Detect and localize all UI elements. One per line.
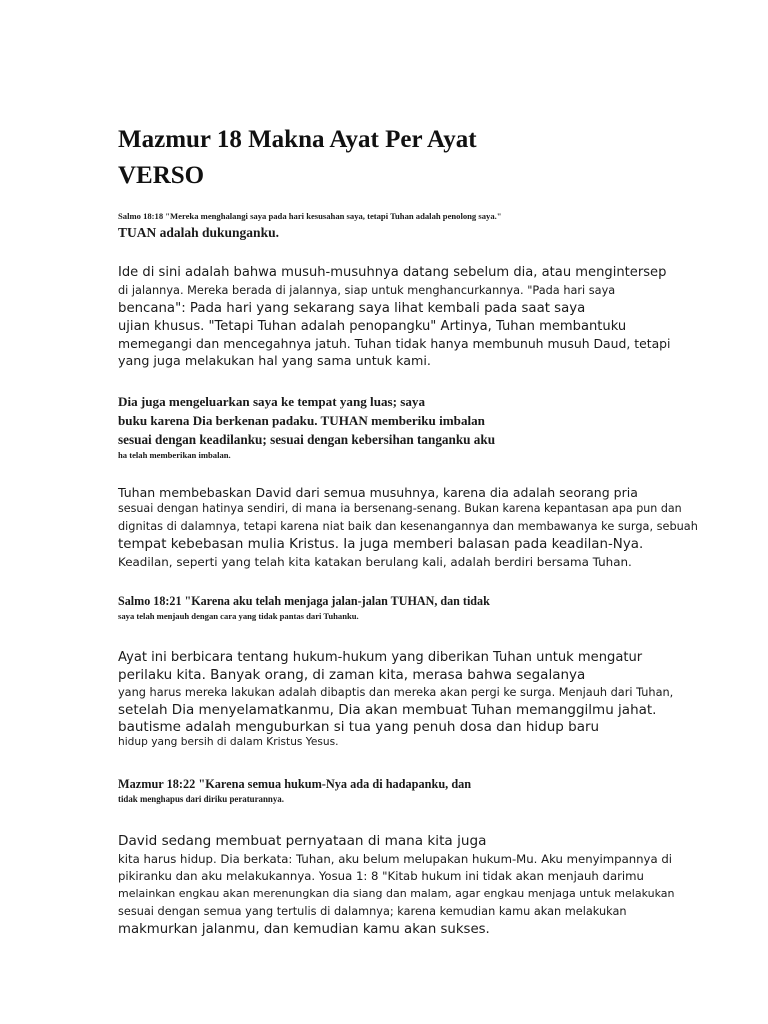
heading-line: Salmo 18:18 "Mereka menghalangi saya pada hari kesusahan saya, tetapi Tuhan adalah penolong saya." <box>118 211 502 221</box>
body-line: kita harus hidup. Dia berkata: Tuhan, aku belum melupakan hukum-Mu. Aku menyimpannya di <box>118 852 673 866</box>
section-body <box>118 484 748 571</box>
section-heading <box>118 209 748 243</box>
body-line: David sedang membuat pernyataan di mana kita juga <box>118 833 487 849</box>
body-line: sesuai dengan semua yang tertulis di dalamnya; karena kemudian kamu akan melakukan <box>118 905 627 918</box>
body-line: bautisme adalah menguburkan si tua yang penuh dosa dan hidup baru <box>118 719 600 735</box>
body-line: bencana": Pada hari yang sekarang saya lihat kembali pada saat saya <box>118 301 586 316</box>
heading-line: TUAN adalah dukunganku. <box>118 225 279 240</box>
heading-line: buku karena Dia berkenan padaku. TUHAN memberiku imbalan <box>118 413 485 428</box>
body-line: di jalannya. Mereka berada di jalannya, siap untuk menghancurkannya. "Pada hari saya <box>118 284 616 297</box>
title-line: VERSO <box>118 162 205 189</box>
heading-line: ha telah memberikan imbalan. <box>118 450 231 460</box>
body-line: dignitas di dalamnya, tetapi karena niat baik dan kesenangannya dan membawanya ke surga, sebuah <box>118 520 698 533</box>
body-line: sesuai dengan hatinya sendiri, di mana ia bersenang-senang. Bukan karena kepantasan apa pun dan <box>118 502 682 515</box>
body-line: melainkan engkau akan merenungkan dia siang dan malam, agar engkau menjaga untuk melakukan <box>118 887 675 900</box>
body-line: tempat kebebasan mulia Kristus. Ia juga memberi balasan pada keadilan-Nya. <box>118 537 644 552</box>
body-line: perilaku kita. Banyak orang, di zaman kita, merasa bahwa segalanya <box>118 667 586 683</box>
body-line: Ayat ini berbicara tentang hukum-hukum yang diberikan Tuhan untuk mengatur <box>118 650 643 665</box>
section-body <box>118 649 748 750</box>
heading-line: sesuai dengan keadilanku; sesuai dengan kebersihan tanganku aku <box>118 432 496 447</box>
body-line: pikiranku dan aku melakukannya. Yosua 1: 8 "Kitab hukum ini tidak akan menjauh darimu <box>118 869 644 883</box>
section-heading <box>118 592 748 622</box>
heading-line: Mazmur 18:22 "Karena semua hukum-Nya ada di hadapanku, dan <box>118 777 472 791</box>
body-line: makmurkan jalanmu, dan kemudian kamu akan sukses. <box>118 922 490 937</box>
document-title <box>118 122 748 194</box>
body-line: yang juga melakukan hal yang sama untuk kami. <box>118 353 431 368</box>
body-line: setelah Dia menyelamatkanmu, Dia akan membuat Tuhan memanggilmu jahat. <box>118 702 657 718</box>
heading-line: Salmo 18:21 "Karena aku telah menjaga jalan-jalan TUHAN, dan tidak <box>118 594 490 608</box>
body-line: Ide di sini adalah bahwa musuh-musuhnya datang sebelum dia, atau mengintersep <box>118 265 667 280</box>
body-line: yang harus mereka lakukan adalah dibaptis dan mereka akan pergi ke surga. Menjauh dari Tuhan, <box>118 686 674 699</box>
body-line: ujian khusus. "Tetapi Tuhan adalah penopangku" Artinya, Tuhan membantuku <box>118 319 627 334</box>
section-body <box>118 264 748 370</box>
section-heading <box>118 775 748 805</box>
body-line: Keadilan, seperti yang telah kita katakan berulang kali, adalah berdiri bersama Tuhan. <box>118 555 632 569</box>
heading-line: Dia juga mengeluarkan saya ke tempat yang luas; saya <box>118 394 425 409</box>
title-line: Mazmur 18 Makna Ayat Per Ayat <box>118 126 477 153</box>
heading-line: saya telah menjauh dengan cara yang tidak pantas dari Tuhanku. <box>118 611 359 621</box>
body-line: memegangi dan mencegahnya jatuh. Tuhan tidak hanya membunuh musuh Daud, tetapi <box>118 336 671 351</box>
body-line: hidup yang bersih di dalam Kristus Yesus. <box>118 736 339 748</box>
heading-line: tidak menghapus dari diriku peraturannya. <box>118 794 284 804</box>
body-line: Tuhan membebaskan David dari semua musuhnya, karena dia adalah seorang pria <box>118 485 638 500</box>
section-body <box>118 832 748 939</box>
section-heading <box>118 392 748 461</box>
